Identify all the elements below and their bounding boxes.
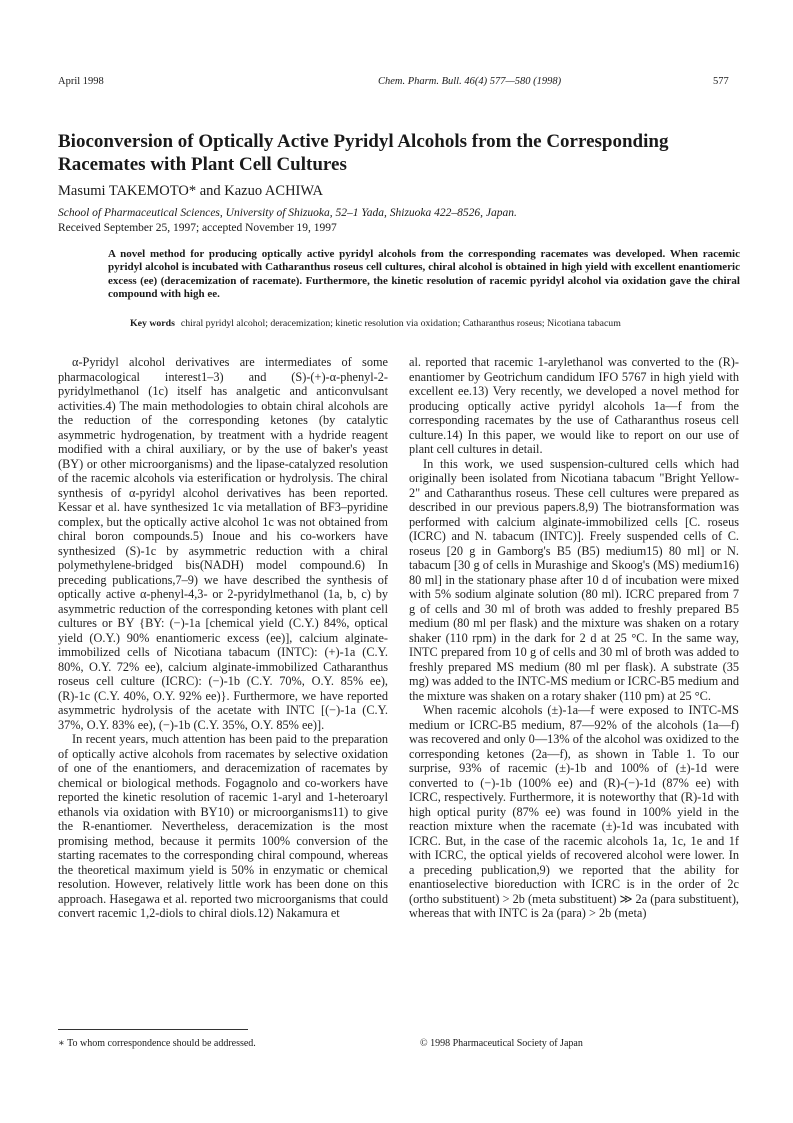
copyright-notice: © 1998 Pharmaceutical Society of Japan <box>420 1038 583 1049</box>
article-title: Bioconversion of Optically Active Pyridyl Alcohols from the Corresponding Racemates with Plant Cell Cultures <box>58 131 669 175</box>
body-column-right <box>409 355 739 921</box>
keywords-label: Key words <box>130 318 175 329</box>
correspondence-footnote: ∗ To whom correspondence should be addressed. <box>58 1038 256 1049</box>
paragraph: al. reported that racemic 1-arylethanol was converted to the (R)-enantiomer by Geotrichum candidum IFO 5767 in high yield with excellent ee.13) Very recently, we developed a novel method for producing optically active pyridyl alcohols 1a—f from the corresponding racemates by the use of Catharanthus roseus cell culture.14) In this paper, we would like to report on our use of plant cell cultures in detail. <box>409 355 739 456</box>
page-number: 577 <box>713 76 729 87</box>
paragraph: α-Pyridyl alcohol derivatives are intermediates of some pharmacological interest1–3) and (S)-(+)-α-phenyl-2-pyridylmethanol (1c) itself has analgetic and anticonvulsant activities.4) The main methodologies to obtain chiral alcohols are the reduction of the corresponding ketones (by catalytic asymmetric hydrogenation, by treatment with a hydride reagent modified with a chiral auxiliary, or by the use of baker's yeast (BY) or other microorganisms) and the lipase-catalyzed resolution of the racemic alcohols via esterification or hydrolysis. The chiral synthesis of α-pyridyl alcohol derivatives has been reported. Kessar et al. have synthesized 1c via metallation of BF3–pyridine complex, but the optically active alcohol 1c was not obtained from chiral boron compounds.5) Inoue and his co-workers have synthesized (S)-1c by asymmetric reduction with a chiral polymethylene-bridged bis(NADH) model compound.6) In preceding publications,7–9) we have described the synthesis of optically active α-phenyl-4,3- or 2-pyridylmethanol (1a, b, c) by asymmetric reduction of the corresponding ketones with plant cell cultures or BY {BY: (−)-1a [chemical yield (C.Y.) 84%, optical yield (O.Y.) 90% enantiomeric excess (ee)], calcium alginate-immobilized cells of Nicotiana tabacum (INTC): (+)-1a (C.Y. 80%, O.Y. 72% ee), calcium alginate-immobilized Catharanthus roseus cell culture (ICRC): (−)-1b (C.Y. 70%, O.Y. 85% ee), (R)-1c (C.Y. 40%, O.Y. 92% ee)}. Furthermore, we have reported asymmetric hydrolysis of the acetate with INTC [(−)-1a (C.Y. 37%, O.Y. 83% ee), (−)-1b (C.Y. 35%, O.Y. 85% ee)]. <box>58 355 388 732</box>
affiliation: School of Pharmaceutical Sciences, University of Shizuoka, 52–1 Yada, Shizuoka 422–8526, Japan. <box>58 207 517 219</box>
author-list: Masumi TAKEMOTO* and Kazuo ACHIWA <box>58 183 323 199</box>
paragraph: In recent years, much attention has been paid to the preparation of optically active alcohols from racemates by selective oxidation of one of the enantiomers, and deracemization of racemates by chemical or biological methods. Fogagnolo and co-workers have reported the kinetic resolution of racemic 1-aryl and 1-heteroaryl ethanols via oxidation with BY10) or microorganisms11) to give the R-enantiomer. Nevertheless, deracemization is the most promising method, because it permits 100% conversion of the starting racemates to the corresponding chiral compound, whereas the theoretical maximum yield is 50% in enzymatic or chemical resolution. However, relatively little work has been done on this approach. Hasegawa et al. reported two microorganisms that could convert racemic 1,2-diols to chiral diols.12) Nakamura et <box>58 732 388 920</box>
footnote-rule <box>58 1029 248 1030</box>
running-header-date: April 1998 <box>58 76 104 87</box>
abstract: A novel method for producing optically active pyridyl alcohols from the corresponding racemates was developed. When racemic pyridyl alcohol is incubated with Catharanthus roseus cell cultures, chiral alcohol is obtained in high yield with excellent enantiomeric excess (ee) (deracemization of racemate). Furthermore, the kinetic resolution of racemic pyridyl alcohol via oxidation gave the chiral compound with high ee. <box>108 248 740 301</box>
running-header-journal: Chem. Pharm. Bull. 46(4) 577—580 (1998) <box>378 76 562 87</box>
paragraph: When racemic alcohols (±)-1a—f were exposed to INTC-MS medium or ICRC-B5 medium, 87—92% of the alcohols (1a—f) was recovered and only 0—13% of the alcohol was oxidized to the corresponding ketones (2a—f), as shown in Table 1. To our surprise, 93% of racemic (±)-1b and 100% of (±)-1d were converted to (−)-1b (100% ee) and (R)-(−)-1d (87% ee) with ICRC, respectively. Furthermore, it is noteworthy that (R)-1d with high optical purity (87% ee) was found in 100% yield in the reaction mixture when the racemate (±)-1d was incubated with ICRC. But, in the case of the racemic alcohols 1a, 1c, 1e and 1f with ICRC, the optical yields of recovered alcohol were lower. In a preceding publication,9) we reported that the ability for enantioselective bioreduction with ICRC is in the order of 2c (ortho substituent) > 2b (meta substituent) ≫ 2a (para substituent), whereas that with INTC is 2a (para) > 2b (meta) <box>409 703 739 920</box>
keywords <box>130 318 742 329</box>
received-dates: Received September 25, 1997; accepted November 19, 1997 <box>58 222 337 234</box>
keywords-text: chiral pyridyl alcohol; deracemization; kinetic resolution via oxidation; Catharanthus roseus; Nicotiana tabacum <box>180 318 621 329</box>
body-column-left <box>58 355 388 921</box>
paragraph: In this work, we used suspension-cultured cells which had originally been isolated from Nicotiana tabacum "Bright Yellow-2" and Catharanthus roseus. These cell cultures were prepared as described in our previous papers.8,9) The biotransformation was performed with calcium alginate-immobilized cells [C. roseus (ICRC) and N. tabacum (INTC)]. Freely suspended cells of C. roseus [20 g in Gamborg's B5 (B5) medium15) 80 ml] or N. tabacum [30 g of cells in Murashige and Skoog's (MS) medium16) 80 ml] in the stationary phase after 10 d of incubation were mixed with 5% sodium alginate solution (80 ml). ICRC prepared from 7 g of cells and 30 ml of broth was added to freshly prepared B5 medium (80 ml per flask) and the mixture was shaken on a rotary shaker (110 rpm) in the dark for 2 d at 25 °C. In the same way, INTC prepared from 10 g of cells and 30 ml of broth was added to freshly prepared MS medium (80 ml per flask). A substrate (35 mg) was added to the INTC-MS medium or ICRC-B5 medium and the mixture was shaken on a rotary shaker (110 pm) at 25 °C. <box>409 456 739 703</box>
